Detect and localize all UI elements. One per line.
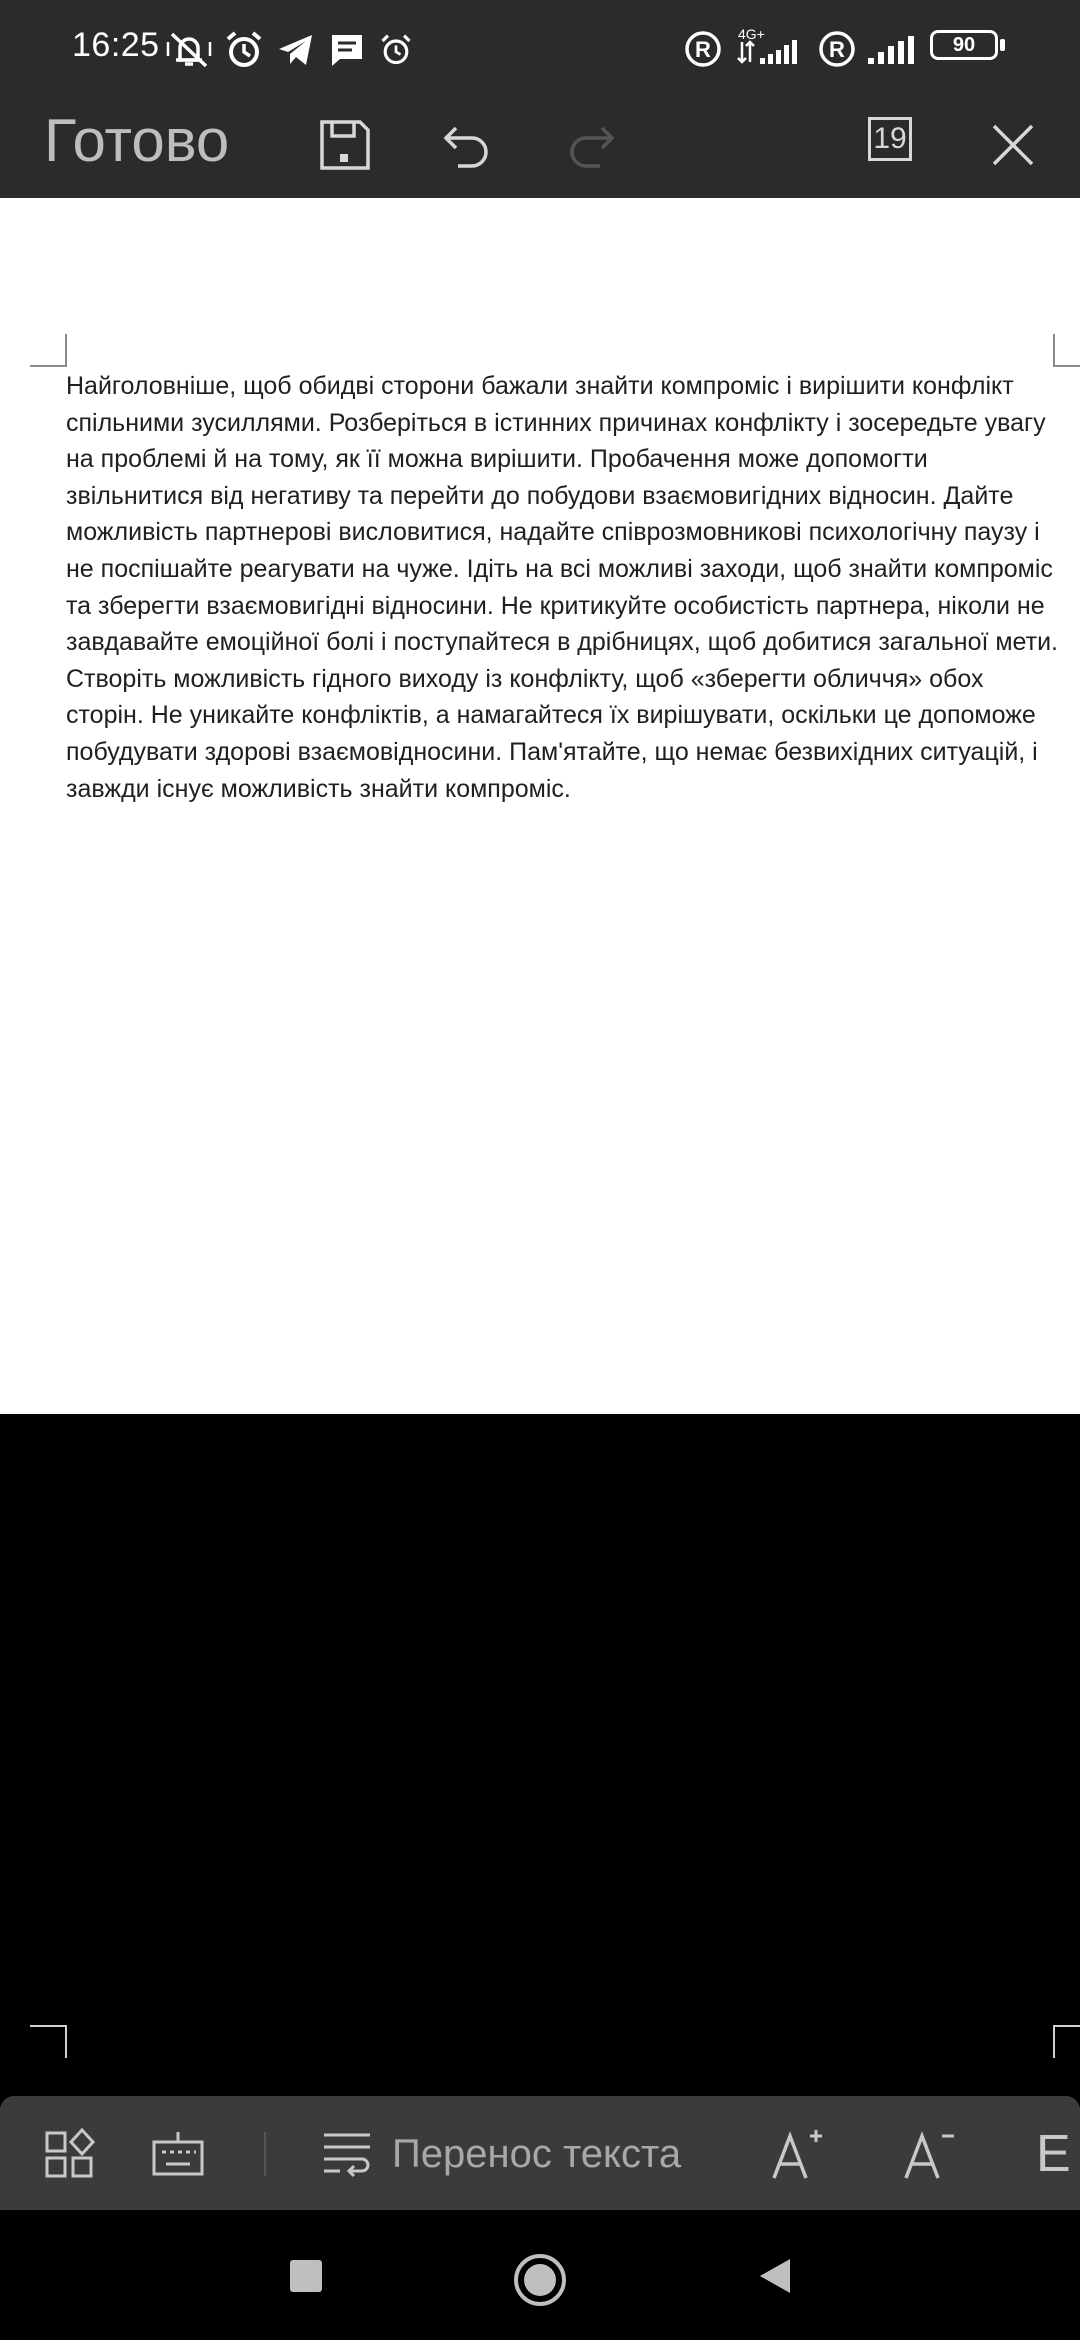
status-bar [0, 0, 1080, 92]
save-icon [318, 118, 372, 172]
registered-icon [818, 30, 856, 68]
battery-icon: 90 [930, 30, 998, 60]
home-button[interactable] [506, 2246, 574, 2314]
page-count-button[interactable]: 19 [868, 117, 912, 161]
font-decrease-button[interactable] [898, 2124, 958, 2184]
done-button[interactable]: Готово [44, 107, 230, 174]
page-corner-bottom-left [30, 2024, 68, 2058]
home-icon [513, 2253, 567, 2307]
back-icon [756, 2257, 792, 2295]
system-nav-bar [0, 2210, 1080, 2340]
document-page[interactable] [0, 198, 1080, 1414]
redo-icon [566, 120, 616, 170]
battery-tip [1000, 39, 1005, 51]
mute-icon [166, 30, 212, 70]
page-corner-top-left [30, 334, 68, 368]
wrap-text-button[interactable] [320, 2124, 681, 2184]
undo-button[interactable] [432, 110, 502, 180]
redo-button[interactable] [556, 110, 626, 180]
keyboard-button[interactable] [148, 2124, 208, 2184]
more-tools-label: E [1036, 2125, 1071, 2183]
recents-icon [289, 2259, 323, 2293]
wrap-text-icon [320, 2129, 376, 2179]
app-header [0, 0, 1080, 198]
font-increase-icon [768, 2126, 824, 2182]
signal-icon [866, 36, 918, 64]
alarm-icon [224, 30, 264, 70]
message-icon [328, 30, 366, 70]
font-decrease-icon [900, 2126, 956, 2182]
apps-grid-button[interactable] [40, 2124, 100, 2184]
keyboard-icon [150, 2128, 206, 2180]
bottom-toolbar [0, 2096, 1080, 2210]
telegram-icon [276, 30, 316, 70]
toolbar-divider [264, 2132, 266, 2176]
alarm-icon [378, 30, 414, 70]
signal-icon [736, 40, 806, 66]
document-text[interactable]: Найголовніше, щоб обидві сторони бажали знайти компроміс і вирішити конфлікт спільними зусиллями. Розберіться в істинних причинах конфлікту і зосередьте увагу на проблемі й на тому, як її можна вирішити. Пробачення може допомогти звільнитися від негативу та перейти до побудови взаємовигідних відносин. Дайте можливість партнерові висловитися, надайте співрозмовникові психологічну паузу і не поспішайте реагувати на чуже. Ідіть на всі можливі заходи, щоб знайти компроміс та зберегти взаємовигідні відносини. Не критикуйте особистість партнера, ніколи не завдавайте емоційної болі і поступайтеся в дрібницях, щоб добитися загальної мети. Створіть можливість гідного виходу із конфлікту, щоб «зберегти обличчя» обох сторін. Не уникайте конфліктів, а намагайтеся їх вирішувати, оскільки це допоможе побудувати здорові взаємовідносини. Пам'ятайте, що немає безвихідних ситуацій, і завжди існує можливість знайти компроміс. [66, 372, 1058, 803]
network-type: 4G+ [738, 26, 765, 42]
font-increase-button[interactable] [766, 2124, 826, 2184]
more-tools-button[interactable] [1036, 2124, 1080, 2184]
page-corner-top-right [1052, 334, 1080, 368]
svg-text:R: R [829, 37, 845, 62]
recents-button[interactable] [276, 2246, 336, 2306]
svg-text:R: R [695, 37, 711, 62]
editor-toolbar [0, 92, 1080, 198]
page-corner-bottom-right [1052, 2024, 1080, 2058]
registered-icon [684, 30, 722, 68]
undo-icon [442, 120, 492, 170]
page-background [0, 1414, 1080, 2094]
save-button[interactable] [310, 110, 380, 180]
close-button[interactable] [978, 110, 1048, 180]
status-time: 16:25 [72, 26, 160, 64]
back-button[interactable] [744, 2246, 804, 2306]
apps-grid-icon [44, 2128, 96, 2180]
wrap-text-label: Перенос текста [392, 2131, 682, 2176]
close-icon [990, 122, 1036, 168]
